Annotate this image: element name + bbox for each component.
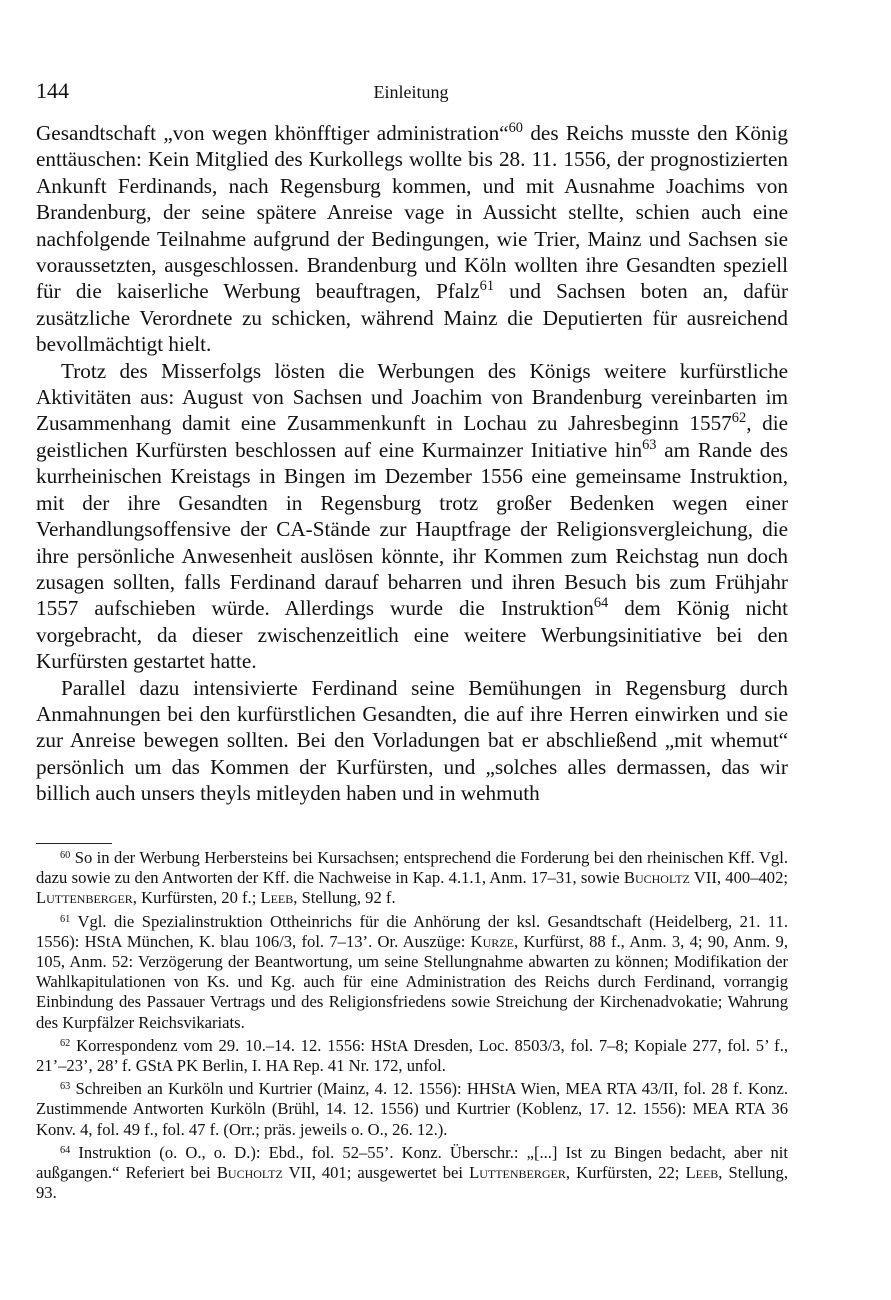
text-run: Korrespondenz vom 29. 10.–14. 12. 1556: HStA Dresden, Loc. 8503/3, fol. 7–8; Kopiale 277, fol. 5’ f., 21’–23’, 28’ f. GStA PK Berlin, I. HA Rep. 41 Nr. 172, unfol. — [36, 1035, 788, 1076]
text-run: und Sachsen boten an, dafür zusätzliche Verordnete zu schicken, während Mainz die Deputierten für ausreichend bevollmächtigt hielt. — [36, 279, 788, 357]
author-name: Leeb — [685, 1163, 719, 1183]
text-run: So in der Werbung Herbersteins bei Kursachsen; entsprechend die Forderung bei den rheinischen Kff. Vgl. dazu sowie zu den Antworten der Kff. die Nachweise in Kap. 4.1.1, Anm. 17–31, sowie — [36, 848, 788, 888]
text-run: Schreiben an Kurköln und Kurtrier (Mainz, 4. 12. 1556): HHStA Wien, MEA RTA 43/II, fol. 28 f. Konz. Zustimmende Antworten Kurköln (Brühl, 14. 12. 1556) und Kurtrier (Koblenz, 17. 12. 1556): MEA RTA 36 Konv. 4, fol. 49 f., fol. 47 f. (Orr.; präs. jeweils o. O., 26. 12.). — [36, 1079, 788, 1139]
running-head: Einleitung — [373, 82, 449, 102]
author-name: Luttenberger — [36, 888, 133, 908]
paragraph-2 — [36, 358, 788, 675]
text-run: VII, 401; ausgewertet bei — [282, 1163, 470, 1183]
paragraph-3: Parallel dazu intensivierte Ferdinand seine Bemühungen in Regensburg durch Anmahnungen bei den kurfürstlichen Gesandten, die auf ihre Herren einwirken und sie zur Anreise bewegen sollten. Bei den Vorladungen bat er abschließend „mit whemut“ persönlich um das Kommen der Kurfürsten, und „solches alles dermassen, das wir billich auch unsers theyls mitleyden haben und in wehmuth — [36, 675, 788, 806]
footnote-number: 64 — [60, 1144, 71, 1156]
page-number: 144 — [36, 78, 69, 103]
footnotes — [36, 848, 788, 1206]
author-name: Leeb — [260, 888, 294, 908]
footnote-divider — [36, 843, 112, 844]
author-name: Bucholtz — [623, 868, 690, 888]
footnote-number: 62 — [60, 1037, 71, 1049]
text-run: Vgl. die Spezialinstruktion Ottheinrichs für die Anhörung der ksl. Gesandtschaft (Heidelberg, 21. 11. 1556): HStA München, K. blau 106/3, fol. 7–13’. Or. Auszüge: — [36, 911, 788, 951]
text-run: des Reichs musste den König enttäuschen: Kein Mitglied des Kurkollegs wollte bis 28. 11. 1556, der prognostizierten Ankunft Ferdinands, nach Regensburg kommen, und mit Ausnahme Joachims von Brandenburg, der seine spätere Anreise vage in Aussicht stellte, schien auch eine nachfolgende Teilnahme aufgrund der Bedingungen, wie Trier, Mainz und Sachsen sie voraussetzten, ausgeschlossen. Brandenburg und Köln wollten ihre Gesandten speziell für die kaiserliche Werbung beauftragen, Pfalz — [36, 121, 788, 304]
text-run: , Kurfürst, 88 f., Anm. 3, 4; 90, Anm. 9, 105, Anm. 52: Verzögerung der Beantwortung, um seine Stellungnahme abwarten zu können; Modifikation der Wahlkapitulationen von Ks. und Kg. auch für eine Administration des Reichs durch Ferdinand, vorrangig Einbindung des Passauer Vertrags und des Religionsfriedens sowie Streichung der Kirchenadvokatie; Wahrung des Kurpfälzer Reichsvikariats. — [36, 931, 788, 1032]
text-run: Trotz des Misserfolgs lösten die Werbungen des Königs weitere kurfürstliche Aktivitäten aus: August von Sachsen und Joachim von Brandenburg vereinbarten im Zusammenhang damit eine Zusammenkunft in Lochau zu Jahresbeginn 1557 — [36, 358, 788, 436]
text-run: dem König nicht vorgebracht, da dieser zwischenzeitlich eine weitere Werbungsinitiative bei den Kurfürsten gestartet hatte. — [36, 596, 788, 674]
text-run: VII, 400–402; — [689, 868, 788, 888]
text-run: , Kurfürsten, 20 f.; — [132, 888, 261, 908]
footnote-64 — [36, 1143, 788, 1204]
footnote-ref-60: 60 — [508, 120, 523, 137]
footnote-ref-64: 64 — [593, 595, 609, 612]
text-run: , Stellung, 93. — [36, 1163, 788, 1203]
author-name: Kurze — [470, 931, 514, 951]
footnote-ref-61: 61 — [479, 278, 495, 295]
footnote-number: 61 — [60, 913, 71, 925]
footnote-61 — [36, 912, 788, 1033]
text-run: , Stellung, 92 f. — [293, 888, 396, 908]
footnote-ref-62: 62 — [731, 410, 747, 427]
text-run: Instruktion (o. O., o. D.): Ebd., fol. 52–55’. Konz. Überschr.: „[...] Ist zu Bingen bedacht, aber nit außgangen.“ Referiert bei — [36, 1142, 788, 1183]
footnote-62 — [36, 1036, 788, 1076]
text-run: , die geistlichen Kurfürsten beschlossen auf eine Kurmainzer Initiative hin — [36, 411, 788, 462]
footnote-number: 63 — [60, 1081, 71, 1093]
footnote-60 — [36, 848, 788, 909]
footnote-63 — [36, 1079, 788, 1140]
text-run: Gesandtschaft „von wegen khönfftiger administration“ — [36, 121, 509, 145]
page-header — [36, 78, 786, 108]
author-name: Bucholtz — [216, 1163, 283, 1183]
paragraph-1 — [36, 120, 788, 358]
author-name: Luttenberger — [469, 1163, 566, 1183]
main-text — [36, 120, 788, 807]
footnote-number: 60 — [60, 849, 71, 861]
footnote-ref-63: 63 — [642, 436, 657, 453]
text-run: , Kurfürsten, 22; — [565, 1163, 686, 1183]
text-run: am Rande des kurrheinischen Kreistags in Bingen im Dezember 1556 eine gemeinsame Instruktion, mit der ihre Gesandten in Regensburg trotz großer Bedenken wegen einer Verhandlungsoffensive der CA-Stände zur Hauptfrage der Religionsvergleichung, die ihre persönliche Anwesenheit auslösen könnte, ihr Kommen zum Reichstag nun doch zusagen sollten, falls Ferdinand darauf beharren und ihren Besuch bis zum Frühjahr 1557 aufschieben würde. Allerdings wurde die Instruktion — [36, 437, 788, 621]
